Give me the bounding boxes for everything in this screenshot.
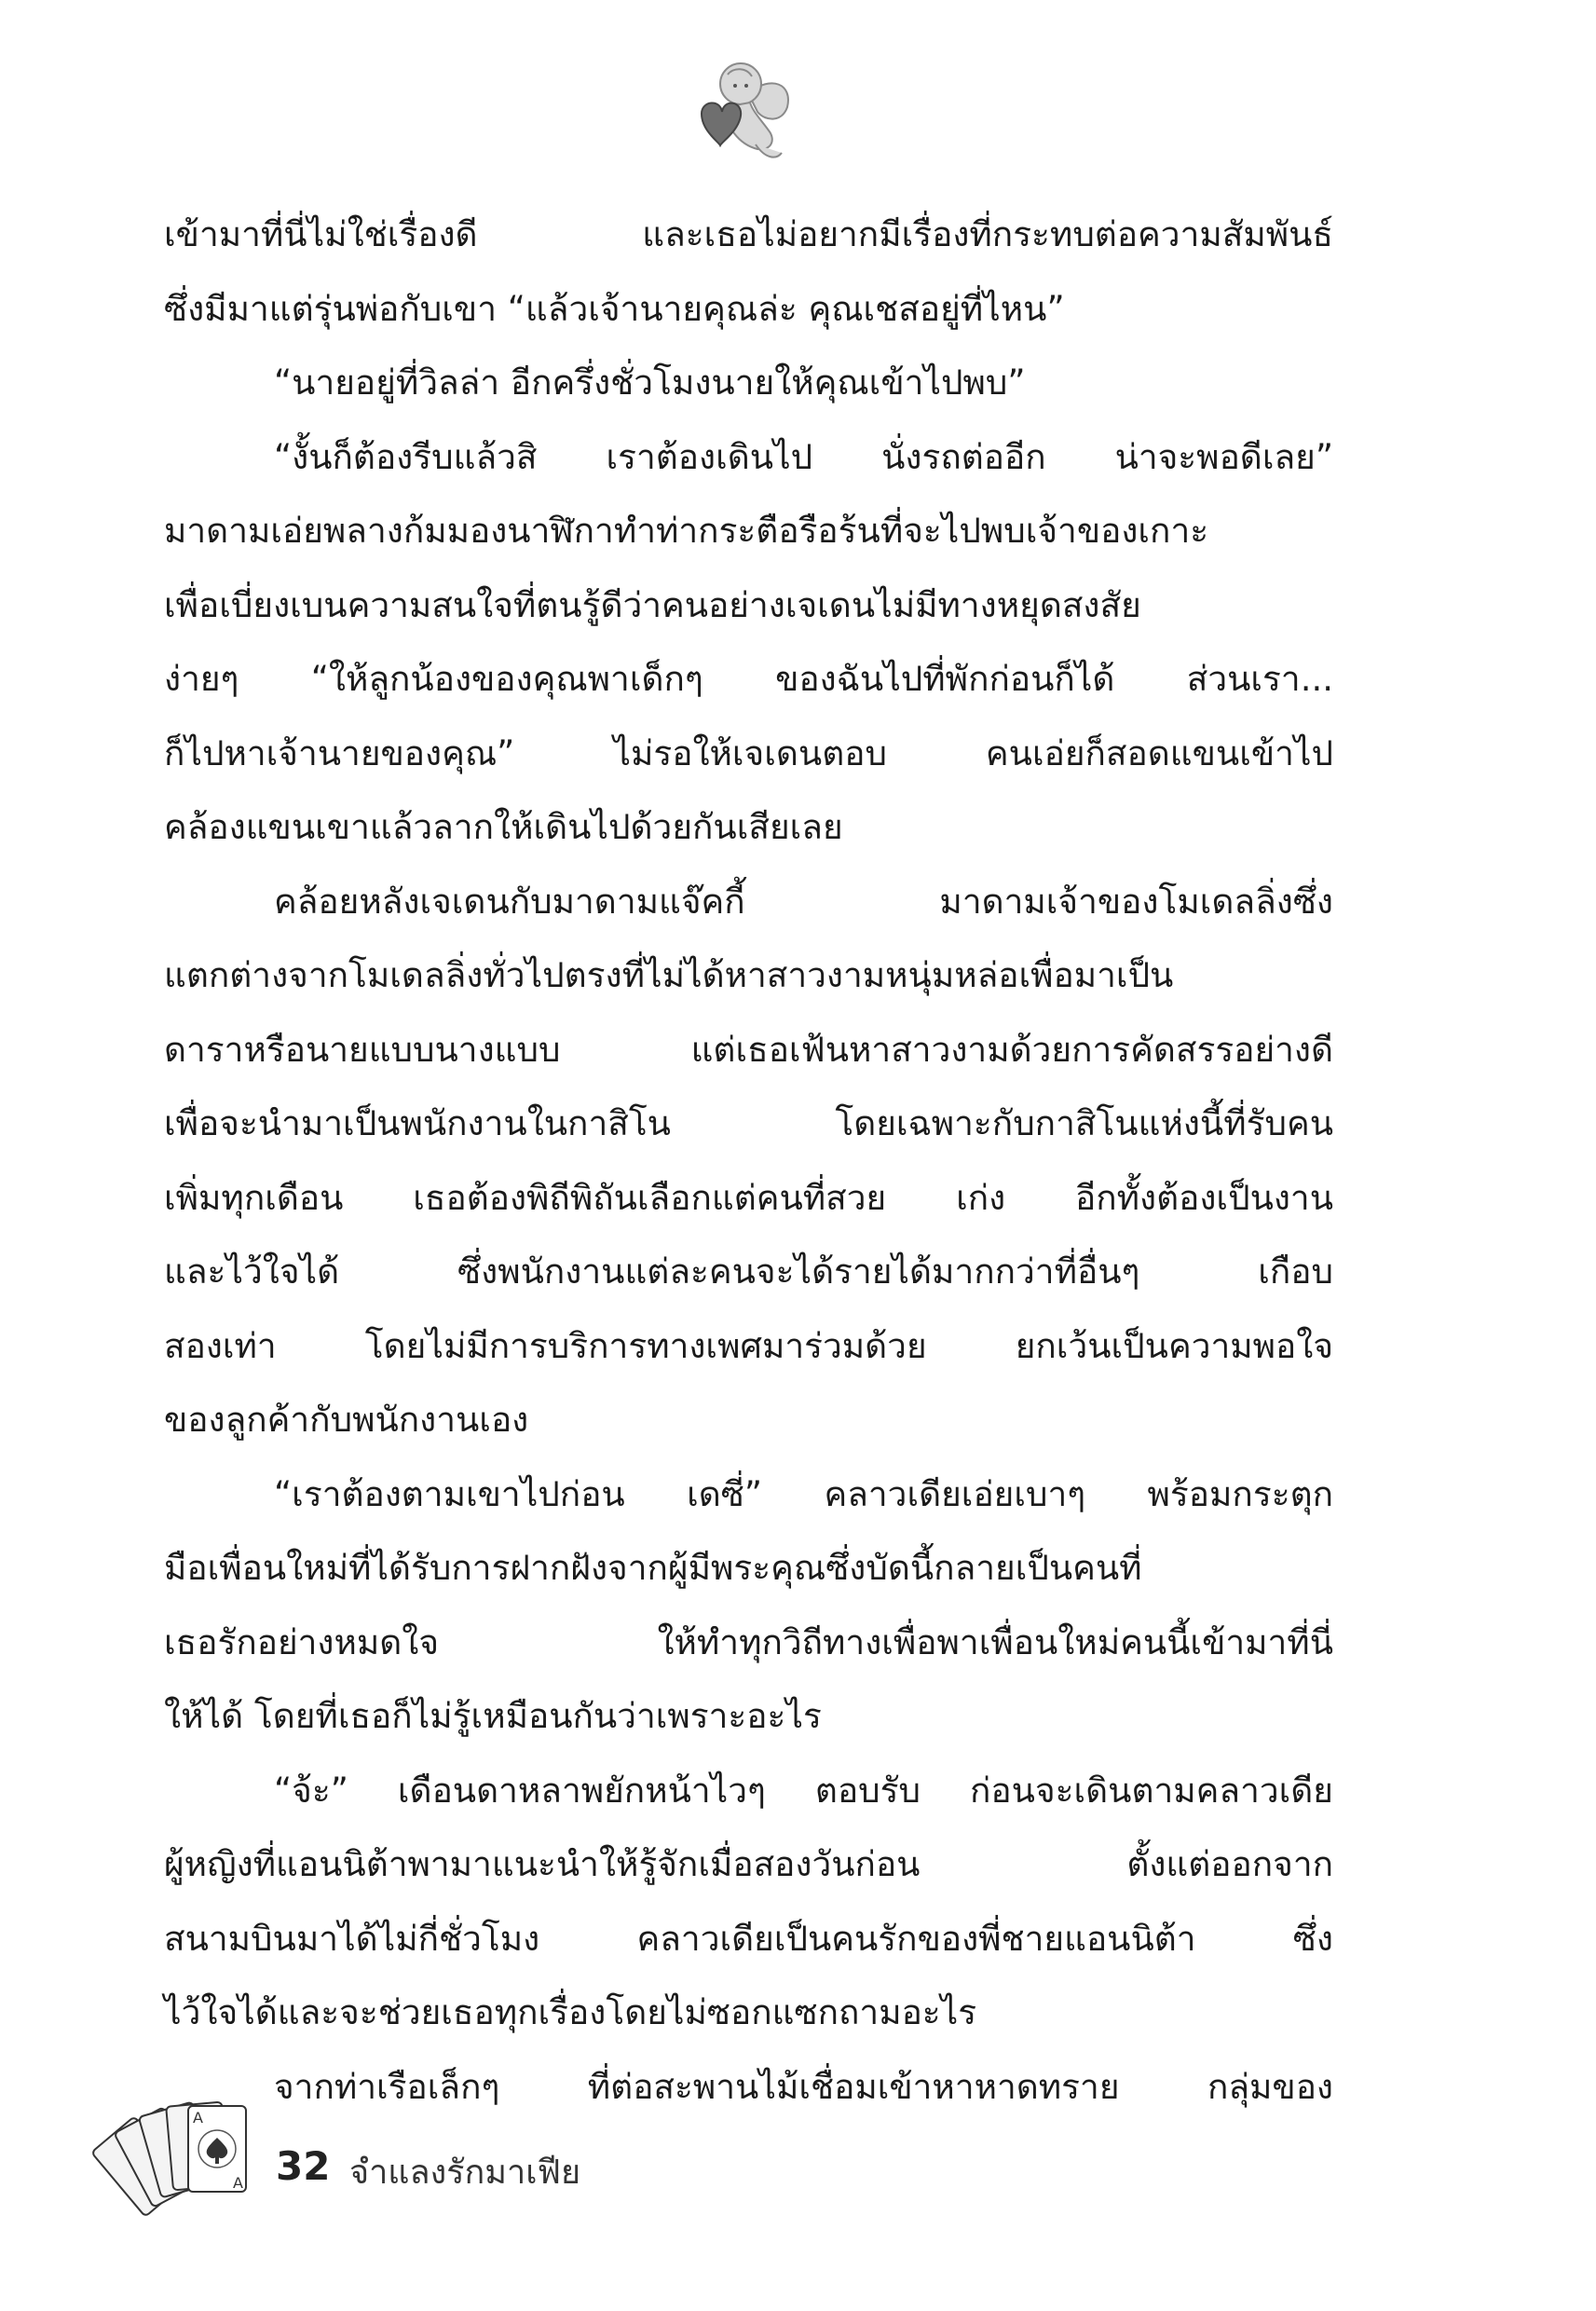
text-line: ก็ไปหาเจ้านายของคุณ” ไม่รอให้เจเดนตอบ คนเอ่ยก็สอดแขนเข้าไป (164, 732, 1333, 773)
text-line: “จ้ะ” เดือนดาหลาพยักหน้าไวๆ ตอบรับ ก่อนจะเดินตามคลาวเดีย (274, 1770, 1333, 1811)
text-line: สนามบินมาได้ไม่กี่ชั่วโมง คลาวเดียเป็นคนรักของพี่ชายแอนนิต้า ซึ่ง (164, 1918, 1333, 1959)
text-line: และไว้ใจได้ ซึ่งพนักงานแต่ละคนจะได้รายได้มากกว่าที่อื่นๆ เกือบ (164, 1251, 1333, 1292)
text-line: ดาราหรือนายแบบนางแบบ แต่เธอเฟ้นหาสาวงามด้วยการคัดสรรอย่างดี (164, 1029, 1333, 1070)
text-line: เพิ่มทุกเดือน เธอต้องพิถีพิถันเลือกแต่คนที่สวย เก่ง อีกทั้งต้องเป็นงาน (164, 1177, 1333, 1218)
playing-cards-fan-icon (84, 2087, 270, 2227)
text-line: ผู้หญิงที่แอนนิต้าพามาแนะนำให้รู้จักเมื่อสองวันก่อน ตั้งแต่ออกจาก (164, 1844, 1333, 1884)
svg-text:A: A (193, 2109, 203, 2126)
svg-text:A: A (233, 2174, 243, 2192)
text-line: คล้องแขนเขาแล้วลากให้เดินไปด้วยกันเสียเลย (164, 807, 843, 847)
book-title: จำแลงรักมาเฟีย (349, 2154, 581, 2192)
text-line: ให้ได้ โดยที่เธอก็ไม่รู้เหมือนกันว่าเพราะอะไร (164, 1696, 822, 1736)
text-line: “งั้นก็ต้องรีบแล้วสิ เราต้องเดินไป นั่งรถต่ออีก น่าจะพอดีเลย” (274, 436, 1333, 477)
page-number: 32 (276, 2143, 331, 2189)
body-text (164, 198, 1333, 2124)
text-line: เพื่อจะนำมาเป็นพนักงานในกาสิโน โดยเฉพาะกับกาสิโนแห่งนี้ที่รับคน (164, 1103, 1333, 1143)
text-line: เธอรักอย่างหมดใจ ให้ทำทุกวิถีทางเพื่อพาเพื่อนใหม่คนนี้เข้ามาที่นี่ (164, 1621, 1333, 1662)
text-line: เข้ามาที่นี่ไม่ใช่เรื่องดี และเธอไม่อยากมีเรื่องที่กระทบต่อความสัมพันธ์ (164, 214, 1333, 254)
cherub-with-heart-icon (683, 56, 795, 163)
page-footer (84, 2087, 736, 2246)
text-line: ง่ายๆ “ให้ลูกน้องของคุณพาเด็กๆ ของฉันไปที่พักก่อนก็ได้ ส่วนเรา... (164, 659, 1333, 699)
text-line: มือเพื่อนใหม่ที่ได้รับการฝากฝังจากผู้มีพระคุณซึ่งบัดนี้กลายเป็นคนที่ (164, 1548, 1142, 1588)
text-line: สองเท่า โดยไม่มีการบริการทางเพศมาร่วมด้วย ยกเว้นเป็นความพอใจ (164, 1325, 1333, 1366)
text-line: ซึ่งมีมาแต่รุ่นพ่อกับเขา “แล้วเจ้านายคุณล่ะ คุณเชสอยู่ที่ไหน” (164, 288, 1065, 329)
text-line: “เราต้องตามเขาไปก่อน เดซี่” คลาวเดียเอ่ยเบาๆ พร้อมกระตุก (274, 1473, 1333, 1514)
text-line: คล้อยหลังเจเดนกับมาดามแจ๊คกี้ มาดามเจ้าของโมเดลลิ่งซึ่ง (274, 881, 1333, 922)
text-line: ไว้ใจได้และจะช่วยเธอทุกเรื่องโดยไม่ซอกแซกถามอะไร (164, 1992, 977, 2032)
text-line: จากท่าเรือเล็กๆ ที่ต่อสะพานไม้เชื่อมเข้าหาหาดทราย กลุ่มของ (274, 2066, 1333, 2107)
text-line: ของลูกค้ากับพนักงานเอง (164, 1400, 529, 1440)
text-line: เพื่อเบี่ยงเบนความสนใจที่ตนรู้ดีว่าคนอย่างเจเดนไม่มีทางหยุดสงสัย (164, 584, 1141, 625)
text-line: “นายอยู่ที่วิลล่า อีกครึ่งชั่วโมงนายให้คุณเข้าไปพบ” (274, 362, 1026, 403)
text-line: มาดามเอ่ยพลางก้มมองนาฬิกาทำท่ากระตือรือร้นที่จะไปพบเจ้าของเกาะ (164, 511, 1209, 551)
text-line: แตกต่างจากโมเดลลิ่งทั่วไปตรงที่ไม่ได้หาสาวงามหนุ่มหล่อเพื่อมาเป็น (164, 955, 1174, 995)
